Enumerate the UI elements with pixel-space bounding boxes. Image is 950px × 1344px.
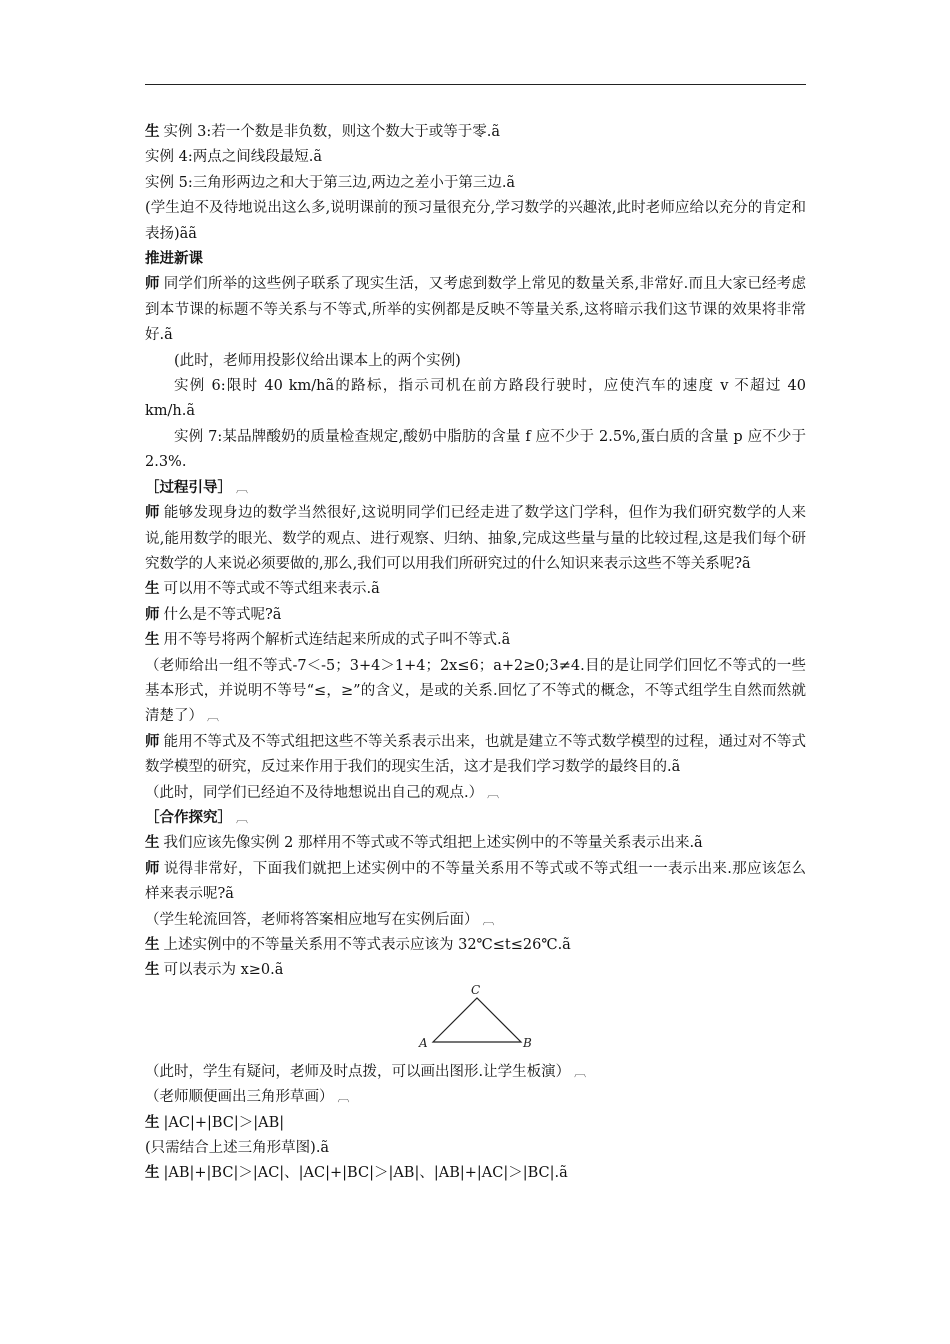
heading-text: ［合作探究］ — [145, 809, 232, 826]
paragraph — [145, 781, 806, 806]
triangle-diagram — [415, 984, 545, 1060]
paragraph-text: 实例 4:两点之间线段最短.ã — [145, 149, 322, 166]
speaker-label: 生 — [145, 581, 160, 598]
speaker-label: 师 — [145, 860, 160, 877]
paragraph — [145, 654, 806, 730]
paragraph-text: 用不等号将两个解析式连结起来所成的式子叫不等式.ã — [163, 632, 511, 649]
paragraph — [145, 1161, 806, 1186]
paragraph-text: （老师给出一组不等式-7＜-5；3+4＞1+4；2x≤6；a+2≥0;3≠4.目的是让同学们回忆不等式的一些基本形式，并说明不等号“≤，≥”的含义，是或的关系.回忆了不等式的概念，不等式组学生自然而然就清楚了） — [145, 657, 806, 725]
paragraph-text: 能够发现身边的数学当然很好,这说明同学们已经走进了数学这门学科，但作为我们研究数学的人来说,能用数学的眼光、数学的观点、进行观察、归纳、抽象,完成这些量与量的比较过程,这是我们每个研究数学的人来说必须要做的,那么,我们可以用我们所研究过的什么知识来表示这些不等关系呢?ã — [145, 505, 806, 572]
speaker-label: 生 — [145, 835, 160, 852]
paragraph — [145, 1136, 806, 1161]
speaker-label: 生 — [145, 937, 160, 953]
annotation-mark: ︹ — [337, 1090, 350, 1105]
annotation-mark: ︹ — [236, 480, 249, 495]
paragraph-text: |AB|+|BC|＞|AC|、|AC|+|BC|＞|AB|、|AB|+|AC|＞|BC|.ã — [163, 1165, 568, 1182]
annotation-mark: ︹ — [482, 912, 495, 927]
paragraph — [145, 577, 806, 602]
paragraph-text: （学生轮流回答，老师将答案相应地写在实例后面） — [145, 911, 479, 928]
heading-text: 推进新课 — [145, 251, 203, 268]
vertex-label-c: C — [471, 983, 481, 997]
speaker-label: 生 — [145, 632, 160, 649]
paragraph — [145, 958, 806, 983]
paragraph-text: (此时，老师用投影仪给出课本上的两个实例) — [174, 352, 461, 369]
paragraph-text: 上述实例中的不等量关系用不等式表示应该为 32℃≤t≤26℃.ã — [163, 937, 571, 953]
speaker-label: 生 — [145, 1165, 160, 1182]
paragraph — [145, 196, 806, 247]
paragraph — [145, 831, 806, 856]
paragraph-text: （老师顺便画出三角形草画） — [145, 1089, 334, 1106]
paragraph-text: (只需结合上述三角形草图).ã — [145, 1140, 330, 1157]
heading-text: ［过程引导］ — [145, 479, 232, 496]
paragraph — [145, 933, 806, 958]
paragraph — [145, 1085, 806, 1110]
paragraph — [145, 908, 806, 933]
paragraph-text: （此时，学生有疑问，老师及时点拨，可以画出图形.让学生板演） — [145, 1063, 571, 1080]
speaker-label: 生 — [145, 124, 160, 140]
paragraph — [145, 374, 806, 425]
annotation-mark: ︹ — [487, 785, 500, 800]
paragraph — [145, 272, 806, 348]
paragraph-text: 可以用不等式或不等式组来表示.ã — [163, 581, 380, 598]
speaker-label: 师 — [145, 606, 160, 623]
text-section-lower — [145, 1060, 806, 1187]
paragraph-text: (学生迫不及待地说出这么多,说明课前的预习量很充分,学习数学的兴趣浓,此时老师应给以充分的肯定和表扬)ãã — [145, 200, 806, 242]
triangle-figure — [145, 984, 806, 1060]
vertex-label-a: A — [419, 1035, 428, 1050]
paragraph — [145, 1111, 806, 1136]
paragraph-text: 同学们所举的这些例子联系了现实生活，又考虑到数学上常见的数量关系,非常好.而且大家已经考虑到本节课的标题不等关系与不等式,所举的实例都是反映不等量关系,这将暗示我们这节课的效果将非常好.ã — [145, 276, 806, 344]
annotation-mark: ︹ — [207, 709, 220, 724]
paragraph-text: 我们应该先像实例 2 那样用不等式或不等式组把上述实例中的不等量关系表示出来.ã — [163, 835, 703, 852]
section-heading — [145, 806, 806, 831]
paragraph-text: 可以表示为 x≥0.ã — [163, 962, 284, 979]
annotation-mark: ︹ — [574, 1064, 587, 1079]
paragraph — [145, 501, 806, 577]
header-rule — [145, 84, 806, 85]
paragraph-text: 能用不等式及不等式组把这些不等关系表示出来，也就是建立不等式数学模型的过程，通过对不等式数学模型的研究，反过来作用于我们的现实生活，这才是我们学习数学的最终目的.ã — [145, 733, 807, 776]
paragraph-text: |AC|+|BC|＞|AB| — [163, 1114, 285, 1131]
paragraph-text: 实例 3:若一个数是非负数，则这个数大于或等于零.ã — [163, 124, 500, 140]
paragraph-text: 实例 6:限时 40 km/hã的路标，指示司机在前方路段行驶时，应使汽车的速度 v 不超过 40 km/h.ã — [145, 378, 806, 420]
paragraph — [145, 349, 806, 374]
paragraph-text: 说得非常好，下面我们就把上述实例中的不等量关系用不等式或不等式组一一表示出来.那应该怎么样来表示呢?ã — [145, 860, 806, 903]
document-body — [145, 120, 806, 1187]
section-heading — [145, 247, 806, 272]
speaker-label: 生 — [145, 1114, 160, 1131]
triangle-shape — [433, 998, 521, 1042]
paragraph — [145, 171, 806, 196]
paragraph-text: 实例 5:三角形两边之和大于第三边,两边之差小于第三边.ã — [145, 174, 516, 191]
paragraph-text: （此时，同学们已经迫不及待地想说出自己的观点.） — [145, 784, 484, 801]
speaker-label: 师 — [145, 505, 160, 522]
speaker-label: 生 — [145, 962, 160, 979]
vertex-label-b: B — [523, 1035, 532, 1050]
paragraph-text: 实例 7:某品牌酸奶的质量检查规定,酸奶中脂肪的含量 f 应不少于 2.5%,蛋白质的含量 p 应不少于 2.3%. — [145, 428, 806, 471]
paragraph — [145, 1060, 806, 1085]
paragraph — [145, 730, 806, 781]
annotation-mark: ︹ — [236, 810, 249, 825]
paragraph — [145, 120, 806, 145]
paragraph — [145, 628, 806, 653]
speaker-label: 师 — [145, 276, 160, 293]
section-heading — [145, 476, 806, 501]
paragraph — [145, 425, 806, 476]
text-section-upper — [145, 120, 806, 984]
paragraph — [145, 145, 806, 170]
paragraph — [145, 857, 806, 908]
paragraph — [145, 603, 806, 628]
paragraph-text: 什么是不等式呢?ã — [163, 606, 282, 623]
speaker-label: 师 — [145, 733, 160, 750]
